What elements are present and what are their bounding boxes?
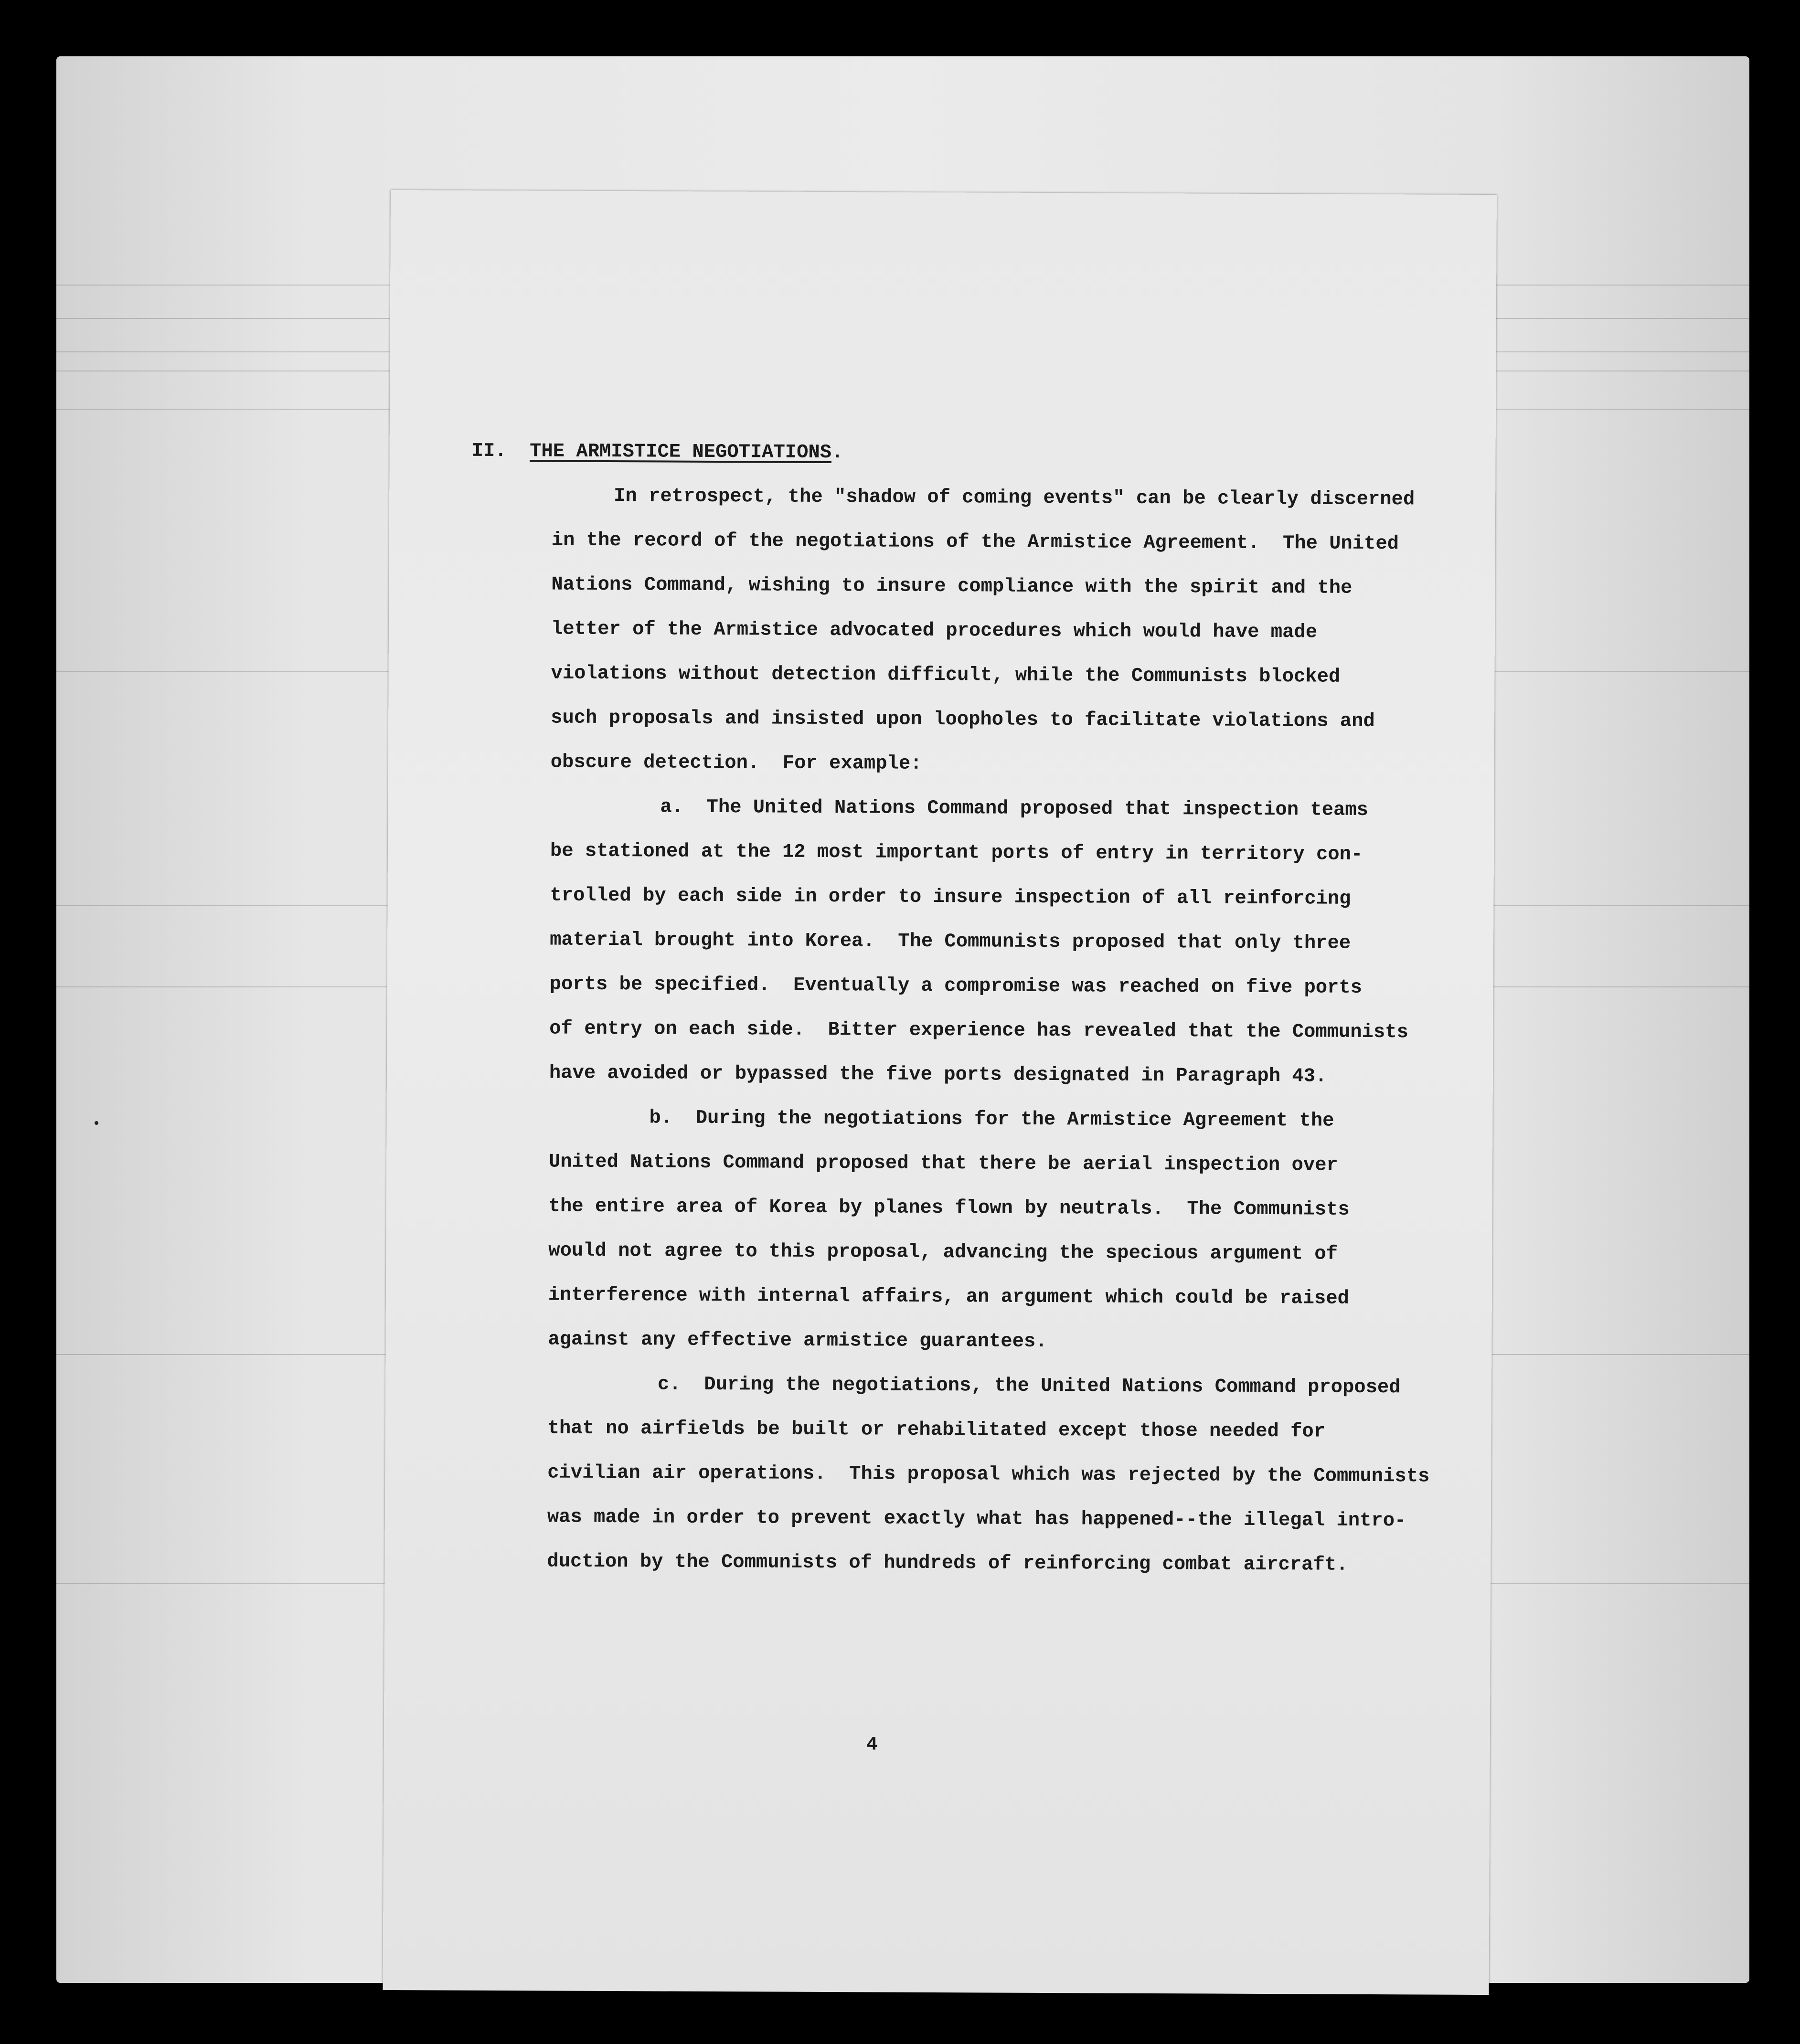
- text-line: obscure detection. For example:: [550, 751, 922, 775]
- text-line: In retrospect, the "shadow of coming events" can be clearly discerned: [614, 485, 1415, 511]
- paragraph-a: [549, 784, 1449, 1099]
- document-body: [471, 429, 1450, 1588]
- paragraph-c: [547, 1362, 1446, 1588]
- text-line: a. The United Nations Command proposed that inspection teams: [660, 796, 1368, 821]
- text-line: ports be specified. Eventually a compromise was reached on five ports: [549, 973, 1363, 999]
- text-line: was made in order to prevent exactly what has happened--the illegal intro-: [547, 1506, 1406, 1532]
- paragraph-b: [548, 1095, 1447, 1366]
- text-line: civilian air operations. This proposal which was rejected by the Communists: [547, 1462, 1430, 1488]
- text-line: trolled by each side in order to insure inspection of all reinforcing: [550, 884, 1351, 910]
- intro-paragraph: [551, 474, 1450, 788]
- text-line: violations without detection difficult, while the Communists blocked: [551, 662, 1341, 688]
- text-line: against any effective armistice guarantees.: [548, 1328, 1047, 1353]
- section-number: II.: [471, 440, 507, 463]
- section-heading: [471, 429, 1449, 478]
- document-page: [383, 190, 1497, 1995]
- text-line: that no airfields be built or rehabilitated except those needed for: [547, 1417, 1326, 1443]
- text-line: c. During the negotiations, the United Nations Command proposed: [657, 1373, 1401, 1399]
- section-title: THE ARMISTICE NEGOTIATIONS: [530, 440, 832, 464]
- text-line: of entry on each side. Bitter experience has revealed that the Communists: [549, 1017, 1408, 1044]
- text-line: Nations Command, wishing to insure compliance with the spirit and the: [551, 573, 1353, 599]
- section-heading-period: .: [831, 442, 843, 464]
- page-number: 4: [866, 1734, 878, 1756]
- text-line: such proposals and insisted upon loopholes to facilitate violations and: [551, 707, 1375, 733]
- text-line: material brought into Korea. The Communists proposed that only three: [550, 929, 1351, 954]
- text-line: duction by the Communists of hundreds of reinforcing combat aircraft.: [547, 1550, 1348, 1576]
- text-line: be stationed at the 12 most important ports of entry in territory con-: [550, 840, 1363, 866]
- text-line: interference with internal affairs, an argument which could be raised: [548, 1284, 1349, 1310]
- text-line: United Nations Command proposed that there be aerial inspection over: [549, 1151, 1338, 1176]
- text-line: in the record of the negotiations of the Armistice Agreement. The United: [551, 529, 1399, 555]
- text-line: have avoided or bypassed the five ports designated in Paragraph 43.: [549, 1062, 1327, 1088]
- dust-speck: [95, 1121, 98, 1125]
- text-line: b. During the negotiations for the Armistice Agreement the: [649, 1107, 1334, 1132]
- text-line: the entire area of Korea by planes flown by neutrals. The Communists: [548, 1195, 1350, 1221]
- text-line: would not agree to this proposal, advancing the specious argument of: [548, 1239, 1338, 1265]
- text-line: letter of the Armistice advocated procedures which would have made: [551, 618, 1318, 644]
